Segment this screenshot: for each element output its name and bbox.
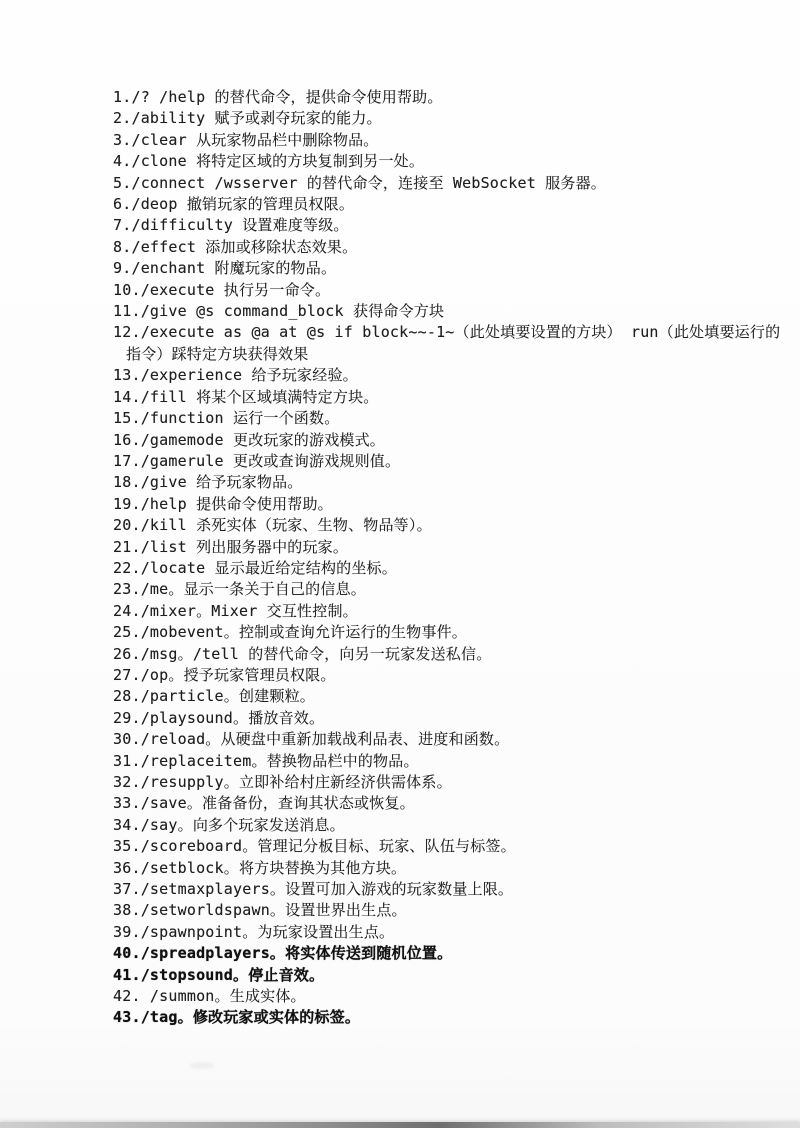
command-line: 39./spawnpoint。为玩家设置出生点。 [113,922,395,941]
command-line: 43./tag。修改玩家或实体的标签。 [113,1008,361,1027]
command-line: 27./op。授予玩家管理员权限。 [113,665,336,684]
command-line: 8./effect 添加或移除状态效果。 [113,237,358,256]
scan-smudge [190,1062,214,1069]
command-line: 42. /summon。生成实体。 [113,987,306,1006]
command-line: 36./setblock。将方块替换为其他方块。 [113,858,407,877]
command-line: 29./playsound。播放音效。 [113,708,325,727]
command-line: 35./scoreboard。管理记分板目标、玩家、队伍与标签。 [113,837,516,856]
command-line: 13./experience 给予玩家经验。 [113,366,358,385]
command-line: 24./mixer。Mixer 交互性控制。 [113,601,358,620]
command-line: 2./ability 赋予或剥夺玩家的能力。 [113,109,382,128]
command-line: 18./give 给予玩家物品。 [113,473,303,492]
command-list [113,87,792,1029]
command-line: 19./help 提供命令使用帮助。 [113,494,333,513]
command-line: 11./give @s command_block 获得命令方块 [113,302,445,321]
command-line: 33./save。准备备份，查询其状态或恢复。 [113,794,415,813]
command-line: 20./kill 杀死实体（玩家、生物、物品等）。 [113,516,432,535]
command-line: 1./? /help 的替代命令，提供命令使用帮助。 [113,88,443,106]
command-line: 25./mobevent。控制或查询允许运行的生物事件。 [113,623,467,642]
command-line: 4./clone 将特定区域的方块复制到另一处。 [113,152,425,171]
command-line: 12./execute as @a at @s if block~~-1~（此处填要设置的方块） run（此处填要运行的 [113,323,781,342]
command-line: 16./gamemode 更改玩家的游戏模式。 [113,430,386,449]
command-line: 21./list 列出服务器中的玩家。 [113,537,349,556]
command-line: 26./msg。/tell 的替代命令，向另一玩家发送私信。 [113,644,492,663]
command-line: 37./setmaxplayers。设置可加入游戏的玩家数量上限。 [113,880,514,899]
command-line: 41./stopsound。停止音效。 [113,965,325,984]
command-line: 9./enchant 附魔玩家的物品。 [113,259,337,278]
command-line: 22./locate 显示最近给定结构的坐标。 [113,558,397,577]
command-line: 7./difficulty 设置难度等级。 [113,216,349,235]
command-line: 31./replaceitem。替换物品栏中的物品。 [113,751,419,770]
command-line: 38./setworldspawn。设置世界出生点。 [113,901,407,920]
command-line: 5./connect /wsserver 的替代命令，连接至 WebSocket 服务器。 [113,173,606,192]
command-line: 14./fill 将某个区域填满特定方块。 [113,387,379,406]
scan-edge-shadow [0,1122,800,1128]
command-line: 28./particle。创建颗粒。 [113,687,315,706]
command-line: 3./clear 从玩家物品栏中删除物品。 [113,130,379,149]
command-line: 指令）踩特定方块获得效果 [126,344,309,363]
command-line: 15./function 运行一个函数。 [113,409,340,428]
command-line: 34./say。向多个玩家发送消息。 [113,815,345,834]
command-line: 10./execute 执行另一命令。 [113,280,331,299]
command-line: 40./spreadplayers。将实体传送到随机位置。 [113,944,453,963]
command-line: 30./reload。从硬盘中重新加载战利品表、进度和函数。 [113,730,510,749]
command-line: 23./me。显示一条关于自己的信息。 [113,580,366,599]
command-line: 32./resupply。立即补给村庄新经济供需体系。 [113,773,452,791]
command-line: 17./gamerule 更改或查询游戏规则值。 [113,451,401,470]
command-line: 6./deop 撤销玩家的管理员权限。 [113,195,355,214]
